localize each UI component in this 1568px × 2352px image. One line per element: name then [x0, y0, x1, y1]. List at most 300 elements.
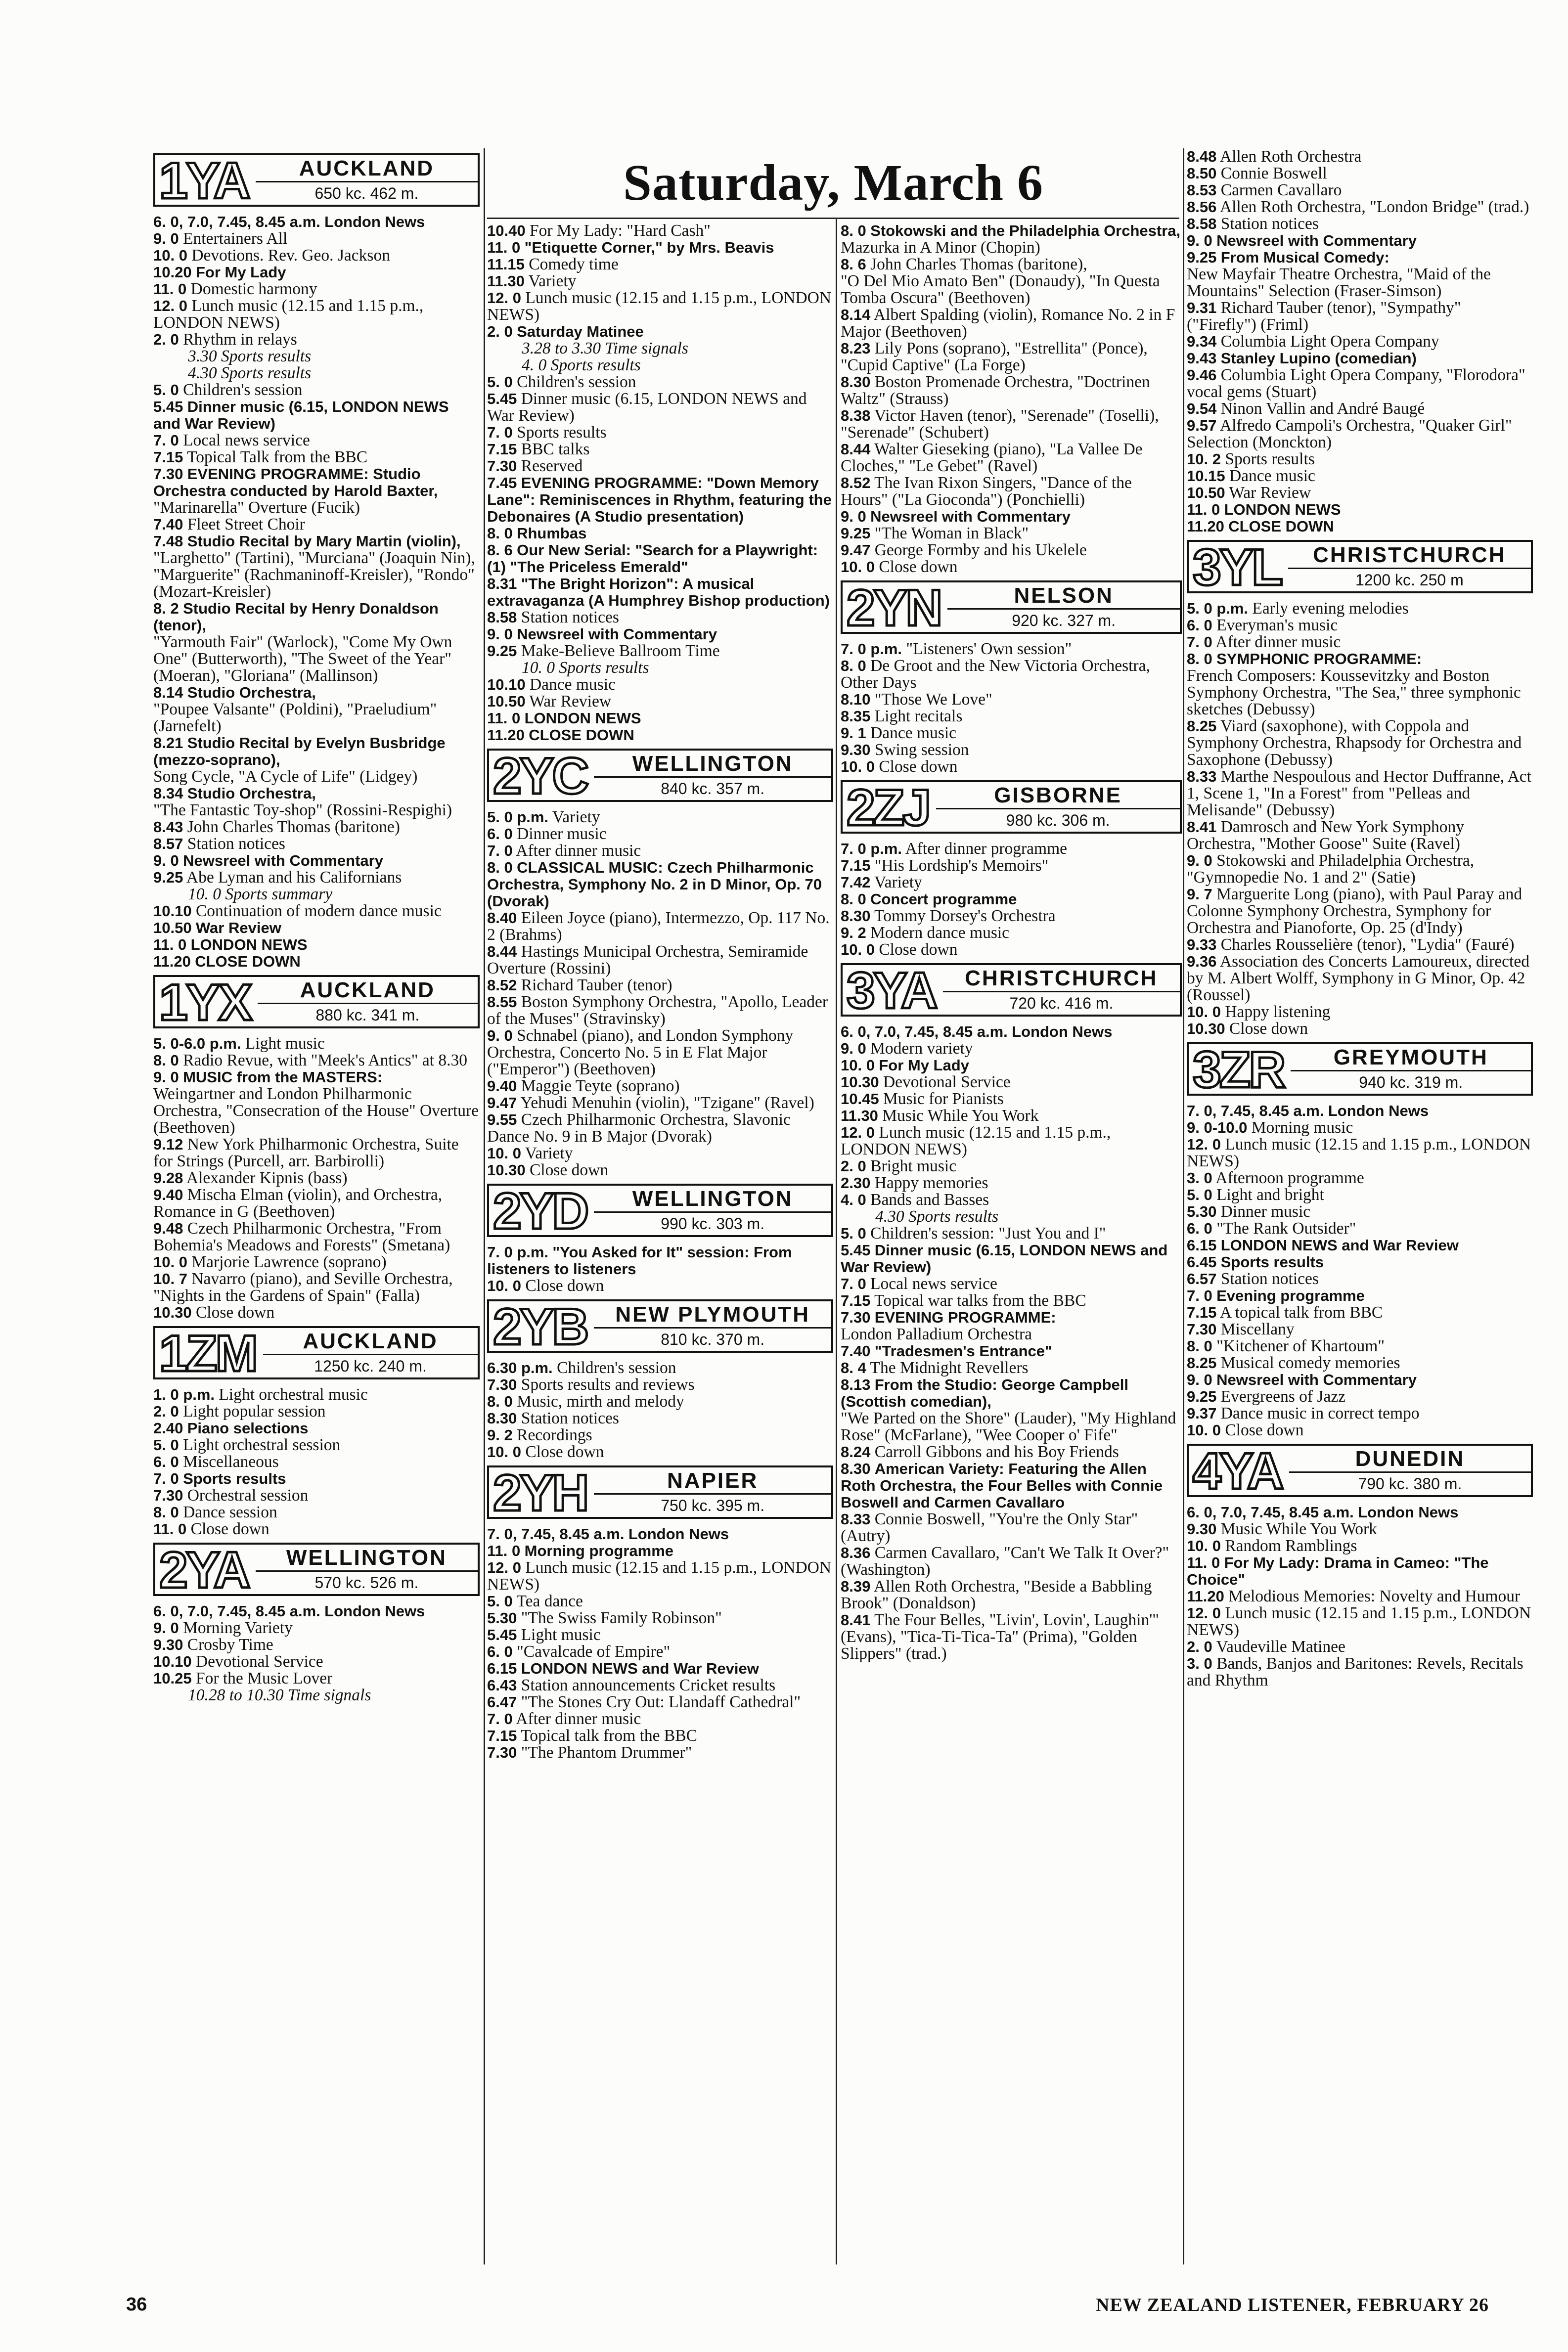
program-entry — [1187, 1103, 1533, 1119]
program-title: Lunch music (12.15 and 1.15 p.m., LONDON NEWS) — [1187, 1604, 1531, 1639]
program-time: 5. 0 — [487, 373, 513, 391]
program-title: Hastings Municipal Orchestra, Semiramide Overture (Rossini) — [487, 942, 808, 977]
station-city: GISBORNE — [936, 783, 1180, 809]
program-title: Musical comedy memories — [1220, 1354, 1400, 1372]
program-title: Devotional Service — [195, 1652, 323, 1671]
program-entry — [487, 727, 833, 744]
program-entry — [841, 691, 1182, 708]
station-meta — [933, 782, 1180, 832]
program-entry — [153, 802, 480, 819]
station-call-sign: 2YB — [493, 1298, 587, 1356]
program-time: 10. 0 — [487, 1443, 521, 1461]
program-time: 6. 0, 7.0, 7.45, 8.45 a.m. — [841, 1023, 1008, 1040]
program-time: 10. 0 — [1187, 1421, 1221, 1439]
program-title: "Marinarella" Overture (Fucik) — [153, 498, 360, 517]
program-time: 8.25 — [1187, 1354, 1217, 1372]
program-entry — [153, 264, 480, 281]
program-title: Lunch music (12.15 and 1.15 p.m., LONDON NEWS) — [153, 297, 424, 332]
program-title: "The Fantastic Toy-shop" (Rossini-Respighi) — [153, 801, 452, 819]
program-title: Evening programme — [1216, 1287, 1365, 1304]
program-title: Light music — [245, 1034, 325, 1053]
program-title: John Charles Thomas (baritone), — [870, 255, 1087, 273]
program-title: After dinner music — [516, 842, 641, 860]
program-title: Topical war talks from the BBC — [874, 1291, 1086, 1310]
program-entry — [841, 1074, 1182, 1091]
program-entry — [153, 920, 480, 936]
program-title: Marthe Nespoulous and Hector Duffranne, Act 1, Scene 1, "In a Forest" from "Pelleas and Melisande" (Debussy) — [1187, 767, 1531, 819]
program-title: Devotions. Rev. Geo. Jackson — [191, 246, 390, 265]
program-title: After dinner programme — [905, 840, 1068, 858]
program-title: Abe Lyman and his Californians — [186, 868, 402, 887]
program-entry — [841, 475, 1182, 508]
program-entry — [487, 809, 833, 826]
program-entry — [487, 1559, 833, 1593]
program-entry — [841, 508, 1182, 525]
program-entry — [1187, 1355, 1533, 1372]
program-title: Light recitals — [874, 707, 963, 725]
program-time: 9. 2 — [487, 1426, 513, 1444]
program-title: John Charles Thomas (baritone) — [187, 818, 400, 836]
program-title: Sports results — [1225, 450, 1315, 468]
program-entry — [1187, 1220, 1533, 1237]
program-entry — [841, 374, 1182, 407]
program-entry — [153, 214, 480, 230]
program-entry — [487, 1427, 833, 1444]
program-title: EVENING PROGRAMME: — [874, 1309, 1056, 1326]
program-entry — [487, 1111, 833, 1145]
program-title: Connie Boswell, "You're the Only Star" (Autry) — [841, 1510, 1138, 1545]
station-header-4ya — [1187, 1443, 1533, 1500]
program-entry — [1187, 266, 1533, 300]
station-frequency: 990 kc. 303 m. — [661, 1214, 765, 1233]
program-time: 11.30 — [841, 1107, 878, 1124]
program-entry — [487, 441, 833, 458]
program-title: Damrosch and New York Symphony Orchestra, "Mother Goose" Suite (Ravel) — [1187, 818, 1464, 853]
program-title: Studio Recital by Mary Martin (violin), — [187, 533, 461, 550]
program-title: SYMPHONIC PROGRAMME: — [1216, 650, 1422, 667]
program-title: After dinner music — [1215, 633, 1341, 651]
program-title: Dance music in correct tempo — [1220, 1404, 1420, 1422]
program-entry — [153, 1136, 480, 1170]
program-entry — [153, 1187, 480, 1220]
program-entry — [487, 374, 833, 391]
program-entry — [487, 290, 833, 323]
program-entry — [153, 1603, 480, 1620]
program-title: Czech Philharmonic Orchestra, Slavonic Dance No. 9 in B Major (Dvorak) — [487, 1110, 791, 1146]
program-time: 7.40 — [153, 516, 183, 533]
program-entry — [153, 903, 480, 920]
program-time: 7.30 — [1187, 1321, 1217, 1338]
program-entry — [1187, 1405, 1533, 1422]
program-title: Early evening melodies — [1252, 599, 1409, 618]
program-title: Bands, Banjos and Baritones: Revels, Recitals and Rhythm — [1187, 1654, 1523, 1689]
program-title: Close down — [879, 558, 958, 576]
program-time: 9. 0 — [153, 1068, 179, 1086]
program-time: 8.10 — [841, 691, 871, 708]
program-time: 6.45 — [1187, 1253, 1217, 1271]
program-title: Close down — [525, 1443, 604, 1461]
station-meta — [591, 751, 831, 800]
program-time: 2. 0 — [153, 331, 179, 348]
program-time: 10.10 — [153, 1653, 192, 1670]
program-entry — [841, 1023, 1182, 1040]
program-title: BBC talks — [521, 440, 590, 458]
program-time: 7.42 — [841, 874, 871, 891]
program-time: 8. 0 — [487, 525, 513, 542]
program-time: 8.41 — [841, 1611, 871, 1629]
program-time: 9. 1 — [841, 724, 866, 742]
program-title: London News — [1328, 1102, 1429, 1119]
column-2 — [487, 222, 833, 2279]
program-title: Piano selections — [187, 1420, 309, 1437]
program-entry — [841, 1175, 1182, 1192]
program-title: For My Lady — [195, 264, 286, 281]
program-entry — [1187, 1021, 1533, 1037]
program-title: "Cavalcade of Empire" — [517, 1642, 671, 1661]
column-4 — [1187, 148, 1533, 2279]
station-meta — [591, 1186, 831, 1235]
program-time: 9.48 — [153, 1220, 183, 1237]
program-entry — [841, 1511, 1182, 1545]
program-title: Connie Boswell — [1220, 164, 1327, 182]
program-title: Melodious Memories: Novelty and Humour — [1228, 1587, 1521, 1605]
program-entry — [153, 1420, 480, 1437]
program-title: Swing session — [874, 741, 969, 759]
program-title: Station notices — [521, 608, 619, 626]
program-time: 11.20 — [1187, 1588, 1224, 1605]
program-time: 9.43 — [1187, 350, 1217, 367]
program-time: 9.25 — [487, 642, 517, 660]
program-time: 8.35 — [841, 708, 871, 725]
program-entry — [153, 331, 480, 348]
program-title: Dinner music — [1220, 1202, 1311, 1221]
program-entry — [841, 256, 1182, 273]
program-time: 8. 6 — [841, 256, 866, 273]
program-entry — [153, 1052, 480, 1069]
program-title: Dinner music (6.15, LONDON NEWS and War Review) — [153, 398, 449, 432]
program-title: Variety — [552, 808, 600, 826]
program-entry — [841, 908, 1182, 925]
program-time: 8.24 — [841, 1443, 871, 1461]
program-entry — [487, 1393, 833, 1410]
program-time: 8. 0 — [841, 890, 866, 908]
program-entry — [153, 533, 480, 550]
program-time: 10. 7 — [153, 1270, 187, 1287]
program-time: 7. 0, 7.45, 8.45 a.m. — [1187, 1102, 1324, 1119]
station-call-sign: 3ZR — [1193, 1041, 1284, 1099]
station-frequency: 570 kc. 526 m. — [314, 1573, 419, 1592]
program-title: Station notices — [521, 1409, 619, 1427]
program-title: Stokowski and the Philadelphia Orchestra, — [870, 222, 1181, 239]
program-time: 11. 0 — [487, 239, 521, 256]
program-time: 11. 0 — [1187, 1554, 1220, 1571]
program-entry — [841, 658, 1182, 691]
station-header-3yl — [1187, 539, 1533, 596]
program-entry — [153, 953, 480, 970]
program-title: CLOSE DOWN — [529, 726, 634, 744]
program-time: 10. 0 — [841, 758, 875, 775]
program-entry — [841, 307, 1182, 340]
program-entry — [487, 1627, 833, 1643]
program-entry — [1187, 634, 1533, 651]
program-title: "You Asked for It" session: From listeners to listeners — [487, 1243, 792, 1278]
program-entry — [841, 1410, 1182, 1444]
program-time: 9.57 — [1187, 417, 1217, 434]
program-title: "The Stones Cry Out: Llandaff Cathedral" — [521, 1693, 801, 1711]
program-time: 6. 0 — [1187, 617, 1212, 634]
program-title: Lunch music (12.15 and 1.15 p.m., LONDON NEWS) — [841, 1123, 1111, 1158]
program-time: 8.52 — [487, 976, 517, 994]
program-title: American Variety: Featuring the Allen Roth Orchestra, the Four Belles with Connie Boswell and Carmen Cavallaro — [841, 1460, 1163, 1511]
program-title: Vaudeville Matinee — [1216, 1638, 1345, 1656]
program-entry — [1187, 451, 1533, 468]
program-entry — [153, 1254, 480, 1271]
program-time: 7. 0 p.m. — [487, 1243, 549, 1261]
time-note: 10. 0 Sports summary — [188, 885, 333, 903]
program-entry — [153, 869, 480, 886]
program-title: Children's session — [517, 373, 636, 391]
station-header-2yn — [841, 579, 1182, 637]
program-title: Newsreel with Commentary — [183, 852, 383, 869]
program-title: "The Swiss Family Robinson" — [521, 1609, 722, 1627]
program-entry — [487, 323, 833, 340]
program-time: 5. 0 — [1187, 1186, 1212, 1203]
program-title: "O Del Mio Amato Ben" (Donaudy), "In Questa Tomba Oscura" (Beethoven) — [841, 272, 1160, 307]
program-title: Music for Pianists — [883, 1090, 1004, 1108]
program-title: Newsreel with Commentary — [1216, 232, 1417, 249]
program-entry — [841, 1612, 1182, 1662]
program-time: 7.30 — [487, 1376, 517, 1393]
station-header-2zj — [841, 779, 1182, 837]
program-entry — [1187, 232, 1533, 249]
program-time: 11. 0 — [153, 280, 187, 298]
program-entry — [841, 441, 1182, 475]
program-entry — [153, 399, 480, 432]
program-time: 8.13 — [841, 1376, 871, 1393]
program-time: 10. 0 — [153, 1253, 187, 1271]
program-time: 8.30 — [841, 1460, 871, 1477]
program-time: 8.43 — [153, 818, 183, 836]
program-entry — [1187, 1388, 1533, 1405]
station-frequency: 940 kc. 319 m. — [1359, 1073, 1463, 1091]
program-time: 10.25 — [153, 1670, 192, 1687]
program-time: 8.36 — [841, 1544, 871, 1561]
program-entry — [153, 634, 480, 684]
program-entry — [153, 1035, 480, 1052]
program-entry — [1187, 1521, 1533, 1538]
program-time: 9. 0 — [487, 1027, 513, 1044]
program-title: Children's session: "Just You and I" — [870, 1224, 1106, 1243]
program-title: Light and bright — [1216, 1186, 1324, 1204]
program-entry — [841, 239, 1182, 256]
program-title: Modern dance music — [870, 924, 1010, 942]
program-entry — [1187, 182, 1533, 199]
station-frequency: 880 kc. 341 m. — [315, 1006, 420, 1024]
program-time: 10.30 — [487, 1161, 526, 1179]
program-time: 6. 0, 7.0, 7.45, 8.45 a.m. — [153, 213, 320, 230]
program-entry — [1187, 1287, 1533, 1304]
program-time: 8.53 — [1187, 181, 1217, 199]
program-title: Newsreel with Commentary — [1216, 1371, 1417, 1388]
program-entry — [487, 1278, 833, 1294]
program-entry — [487, 943, 833, 977]
program-entry — [153, 449, 480, 466]
program-title: Close down — [879, 757, 958, 776]
program-time: 9.28 — [153, 1169, 183, 1187]
program-title: War Review — [1229, 484, 1311, 502]
program-entry — [487, 1643, 833, 1660]
program-time: 10. 0 — [153, 247, 187, 264]
program-entry — [487, 626, 833, 643]
program-entry — [487, 424, 833, 441]
program-entry — [153, 735, 480, 768]
program-time: 6.15 — [1187, 1237, 1217, 1254]
program-title: Miscellany — [1220, 1320, 1295, 1338]
program-title: Viard (saxophone), with Coppola and Symphony Orchestra, Rhapsody for Orchestra and Saxophone (Debussy) — [1187, 717, 1522, 769]
program-time: 8.14 — [841, 306, 871, 323]
program-time: 7.30 — [487, 457, 517, 475]
program-entry — [841, 1461, 1182, 1511]
program-title: London Palladium Orchestra — [841, 1325, 1032, 1343]
station-call-sign: 2YC — [493, 748, 587, 805]
program-title: Schnabel (piano), and London Symphony Orchestra, Concerto No. 5 in E Flat Major ("Emperor") (Beethoven) — [487, 1026, 794, 1078]
page-title: Saturday, March 6 — [623, 154, 1043, 211]
time-note: 10.28 to 10.30 Time signals — [188, 1686, 371, 1704]
program-time: 10.50 — [1187, 484, 1225, 501]
program-time: 9.25 — [153, 869, 183, 886]
program-entry — [1187, 1422, 1533, 1439]
title-rule — [487, 218, 1179, 219]
station-meta — [940, 965, 1180, 1015]
program-entry — [487, 1410, 833, 1427]
program-title: London News — [324, 213, 425, 230]
program-title: Recordings — [517, 1426, 592, 1444]
program-entry — [487, 1526, 833, 1543]
station-header-2yb — [487, 1298, 833, 1356]
program-title: Happy memories — [874, 1174, 988, 1192]
program-title: Boston Symphony Orchestra, "Apollo, Leader of the Muses" (Stravinsky) — [487, 993, 828, 1028]
station-frequency: 840 kc. 357 m. — [661, 779, 765, 798]
program-entry — [487, 1677, 833, 1694]
program-title: War Review — [529, 692, 612, 710]
program-title: Tea dance — [516, 1592, 583, 1610]
program-time: 10. 0 — [841, 1057, 875, 1074]
program-entry — [487, 1593, 833, 1610]
program-title: Sports results — [1220, 1253, 1324, 1271]
program-time: 8.56 — [1187, 198, 1217, 216]
program-entry — [841, 542, 1182, 559]
program-time: 12. 0 — [1187, 1136, 1221, 1153]
station-call-sign: 2YD — [493, 1183, 587, 1240]
program-entry — [1187, 1136, 1533, 1170]
station-frequency: 720 kc. 416 m. — [1009, 994, 1114, 1012]
program-title: Morning music — [1251, 1118, 1353, 1137]
station-meta — [1285, 542, 1531, 591]
program-entry — [487, 458, 833, 475]
program-time: 6.57 — [1187, 1270, 1217, 1287]
program-title: Comedy time — [529, 255, 619, 273]
program-entry — [841, 1225, 1182, 1242]
program-entry — [153, 701, 480, 735]
program-title: Allen Roth Orchestra — [1219, 148, 1362, 166]
program-entry — [153, 382, 480, 399]
program-time: 8. 0 — [487, 1393, 513, 1410]
program-entry — [1187, 1588, 1533, 1605]
program-time: 11. 0 — [487, 1542, 521, 1559]
program-title: Eileen Joyce (piano), Intermezzo, Op. 117 No. 2 (Brahms) — [487, 909, 830, 944]
program-entry — [841, 1360, 1182, 1376]
program-time: 6. 0, 7.0, 7.45, 8.45 a.m. — [1187, 1504, 1354, 1521]
program-entry — [1187, 768, 1533, 819]
program-time: 11. 0 — [487, 710, 521, 727]
station-call-sign: 1YX — [159, 974, 251, 1031]
program-entry — [841, 941, 1182, 958]
program-title: Carmen Cavallaro, "Can't We Talk It Over?" (Washington) — [841, 1544, 1169, 1579]
program-entry — [487, 1078, 833, 1095]
program-time: 10. 2 — [1187, 450, 1221, 468]
program-time: 8.30 — [841, 373, 871, 391]
program-title: For My Lady: "Hard Cash" — [529, 222, 711, 240]
program-entry — [1187, 400, 1533, 417]
program-title: Richard Tauber (tenor), "Sympathy" ("Firefly") (Friml) — [1187, 299, 1461, 334]
program-entry — [841, 708, 1182, 725]
program-entry — [487, 1162, 833, 1179]
program-time: 6. 0 — [153, 1453, 179, 1470]
program-time: 7. 0 — [487, 842, 513, 859]
program-title: Continuation of modern dance music — [195, 902, 442, 920]
program-time: 9.34 — [1187, 333, 1217, 350]
program-title: Lunch music (12.15 and 1.15 p.m., LONDON NEWS) — [487, 289, 832, 324]
station-city: WELLINGTON — [594, 752, 831, 778]
program-title: "Yarmouth Fair" (Warlock), "Come My Own One" (Butterworth), "The Sweet of the Year" (Moeran), "Gloriana" (Mallinson) — [153, 633, 452, 685]
program-title: Local news service — [870, 1275, 997, 1293]
program-title: Morning Variety — [183, 1619, 293, 1637]
program-title: Station notices — [1220, 215, 1319, 233]
program-time: 5. 0 — [487, 1593, 513, 1610]
program-title: Studio Recital by Evelyn Busbridge (mezzo-soprano), — [153, 734, 446, 768]
station-city: CHRISTCHURCH — [1288, 543, 1531, 569]
program-entry — [1187, 1372, 1533, 1388]
program-title: Newsreel with Commentary — [517, 625, 717, 643]
program-entry — [841, 222, 1182, 239]
program-entry — [1187, 1338, 1533, 1355]
program-title: New York Philharmonic Orchestra, Suite for Strings (Purcell, arr. Barbirolli) — [153, 1135, 459, 1170]
program-entry — [841, 1276, 1182, 1292]
program-time: 6.15 — [487, 1660, 517, 1677]
program-entry — [487, 859, 833, 910]
program-title: Studio Orchestra, — [187, 684, 316, 701]
program-entry — [153, 466, 480, 499]
program-title: Entertainers All — [183, 229, 288, 248]
program-entry — [841, 1326, 1182, 1343]
program-time: 5.30 — [487, 1609, 517, 1627]
program-time: 12. 0 — [841, 1124, 875, 1141]
program-time: 11. 0 — [153, 936, 187, 953]
program-title: Boston Promenade Orchestra, "Doctrinen Waltz" (Strauss) — [841, 373, 1150, 408]
program-time: 6.47 — [487, 1693, 517, 1711]
program-entry — [487, 643, 833, 660]
program-entry — [841, 1192, 1182, 1208]
program-title: Domestic harmony — [190, 280, 317, 298]
program-time: 10.15 — [1187, 467, 1225, 485]
program-title: Radio Revue, with "Meek's Antics" at 8.30 — [183, 1051, 467, 1069]
program-time: 8. 0 — [1187, 1337, 1212, 1355]
station-header-1zm — [153, 1325, 480, 1382]
program-title: Children's session — [557, 1359, 676, 1377]
program-entry — [841, 407, 1182, 441]
program-title: Alfredo Campoli's Orchestra, "Quaker Girl" Selection (Monckton) — [1187, 416, 1512, 451]
program-time: 9.30 — [1187, 1520, 1217, 1538]
